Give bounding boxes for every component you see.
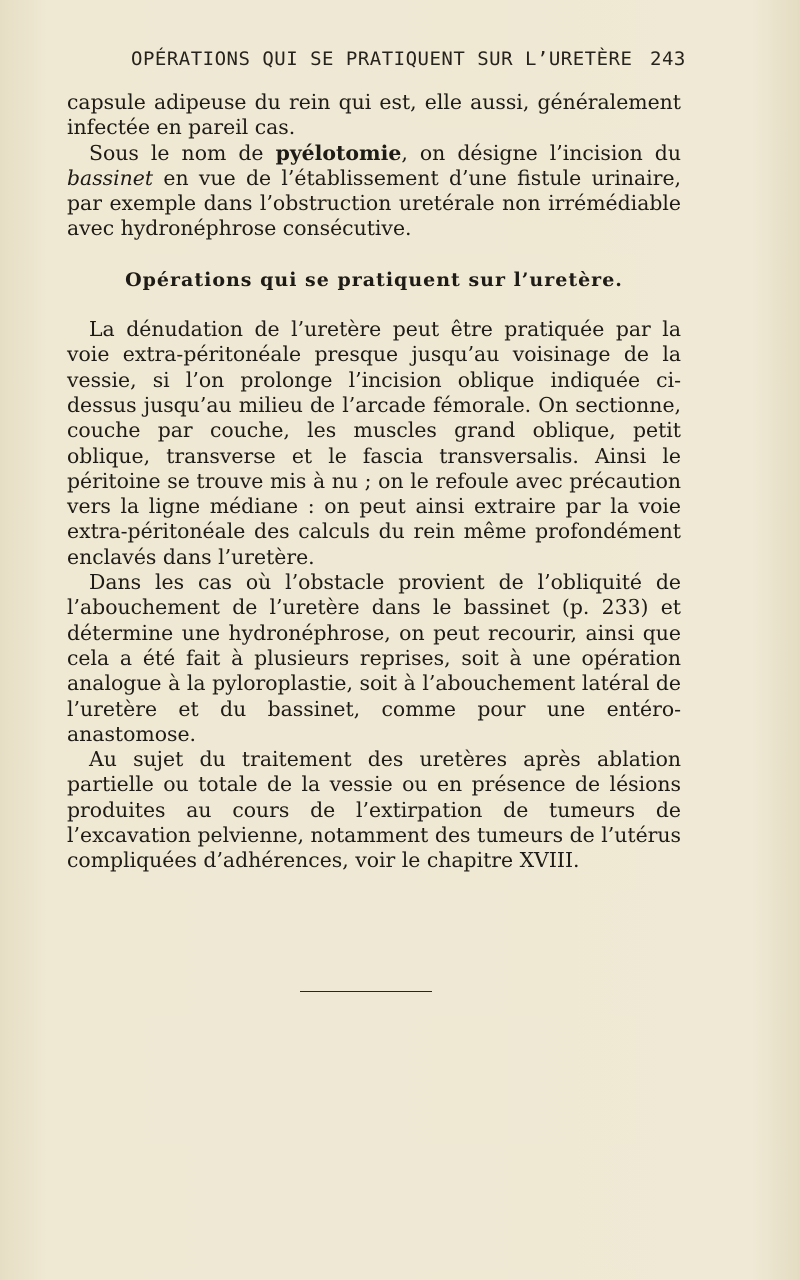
running-title: OPÉRATIONS QUI SE PRATIQUENT SUR L’URETÈRE xyxy=(131,48,633,70)
paragraph-traitement: Au sujet du traitement des uretères après ablation partielle ou totale de la vessie ou en présence de lésions produites au cours de l’extirpation de tumeurs de l’excavation pelvienne, notamment des tumeurs de l’utérus compliquées d’adhérences, voir le chapitre XVIII. xyxy=(67,747,681,873)
page-number: 243 xyxy=(650,48,686,70)
paragraph-text: en vue de l’établissement d’une fistule urinaire, par exemple dans l’obstruction uretérale non irrémédiable avec hydronéphrose consécutive. xyxy=(67,165,681,241)
paragraph-text: Sous le nom de xyxy=(89,140,276,165)
bold-term: pyélotomie xyxy=(275,140,402,165)
paragraph-denudation: La dénudation de l’uretère peut être pratiquée par la voie extra-péritonéale presque jusqu’au voisinage de la vessie, si l’on prolonge l’incision oblique indiquée ci-dessus jusqu’au milieu de l’arcade fémorale. On sectionne, couche par couche, les muscles grand oblique, petit oblique, transverse et le fascia transversalis. Ainsi le péritoine se trouve mis à nu ; on le refoule avec précaution vers la ligne médiane : on peut ainsi extraire par la voie extra-péritonéale des calculs du rein même profondément enclavés dans l’uretère. xyxy=(67,317,681,569)
section-heading: Opérations qui se pratiquent sur l’uretère. xyxy=(125,268,623,291)
paragraph-pyelotomie xyxy=(67,141,681,242)
end-rule xyxy=(300,991,432,992)
italic-term: bassinet xyxy=(67,165,154,190)
paragraph-continuation: capsule adipeuse du rein qui est, elle aussi, généralement infectée en pareil cas. xyxy=(67,90,681,140)
paragraph-obstacle: Dans les cas où l’obstacle provient de l’obliquité de l’abouchement de l’uretère dans le bassinet (p. 233) et détermine une hydronéphrose, on peut recourir, ainsi que cela a été fait à plusieurs reprises, soit à une opération analogue à la pyloroplastie, soit à l’abouchement latéral de l’uretère et du bassinet, comme pour une entéro-anastomose. xyxy=(67,570,681,746)
page-body xyxy=(67,90,681,874)
paragraph-text: , on désigne l’incision du xyxy=(401,140,681,165)
